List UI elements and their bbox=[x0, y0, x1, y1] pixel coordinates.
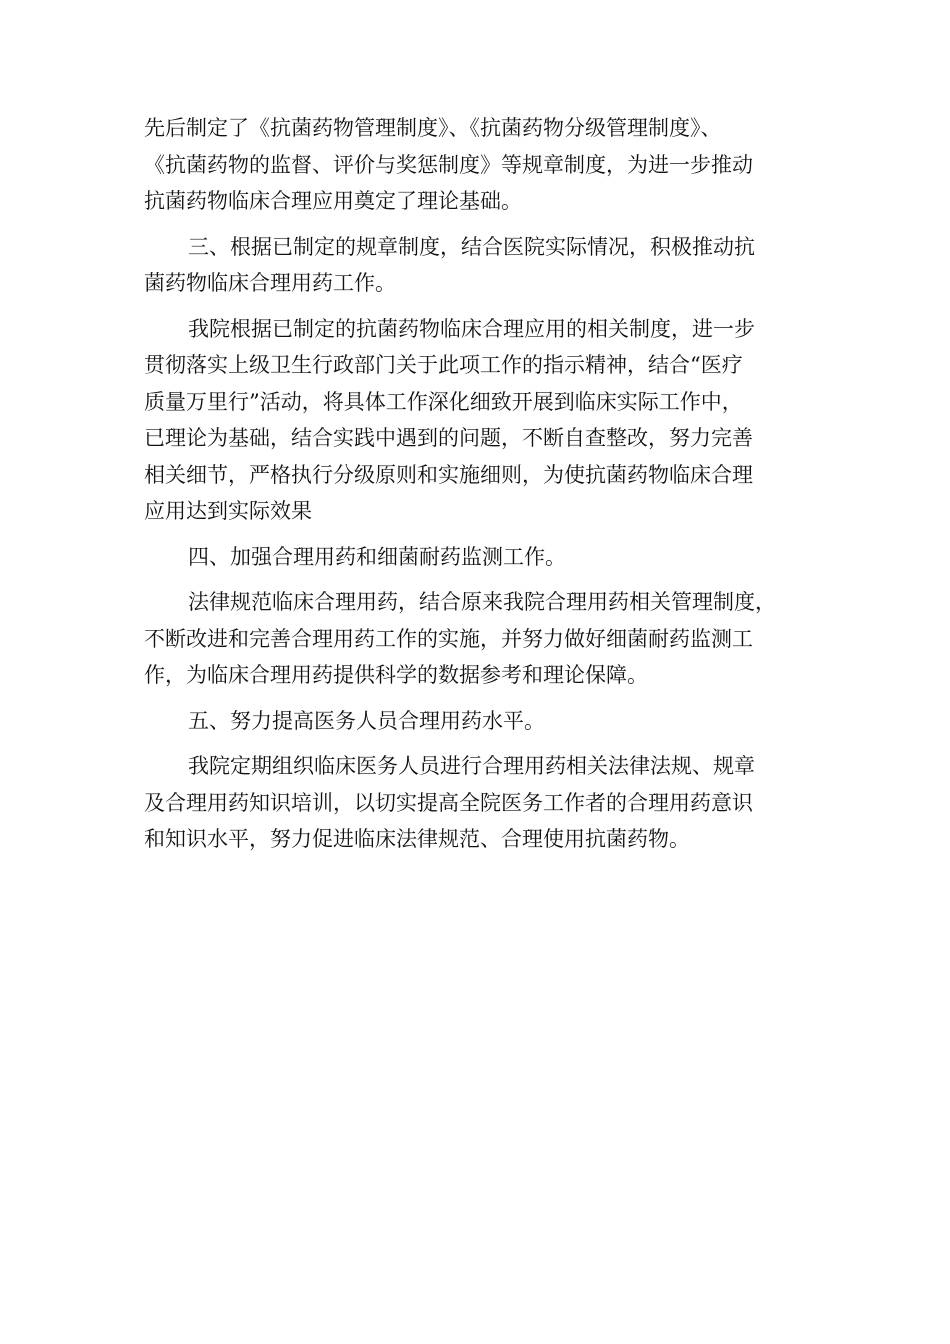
text-line: 及合理用药知识培训，以切实提高全院医务工作者的合理用药意识 bbox=[144, 790, 753, 815]
paragraph-regulations-list bbox=[144, 110, 834, 220]
text-line: 抗菌药物临床合理应用奠定了理论基础。 bbox=[144, 189, 522, 213]
text-line: 相关细节，严格执行分级原则和实施细则，为使抗菌药物临床合理 bbox=[144, 462, 753, 487]
text-line: 我院根据已制定的抗菌药物临床合理应用的相关制度，进一步 bbox=[188, 316, 755, 341]
text-line: 贯彻落实上级卫生行政部门关于此项工作的指示精神，结合“医疗 bbox=[144, 353, 743, 377]
paragraph-section-three-body bbox=[144, 311, 834, 530]
paragraph-section-four-body bbox=[144, 584, 834, 694]
section-heading-five bbox=[144, 703, 834, 740]
text-line: 法律规范临床合理用药，结合原来我院合理用药相关管理制度， bbox=[188, 590, 776, 614]
text-line: 先后制定了《抗菌药物管理制度》、《抗菌药物分级管理制度》、 bbox=[144, 116, 722, 140]
text-line: 质量万里行”活动，将具体工作深化细致开展到临床实际工作中， bbox=[144, 389, 743, 414]
text-line: 已理论为基础，结合实践中遇到的问题，不断自查整改，努力完善 bbox=[144, 426, 753, 450]
text-line: 应用达到实际效果 bbox=[144, 499, 312, 523]
text-line: 不断改进和完善合理用药工作的实施，并努力做好细菌耐药监测工 bbox=[144, 626, 753, 651]
text-line: 五、努力提高医务人员合理用药水平。 bbox=[188, 708, 545, 733]
text-line: 三、根据已制定的规章制度，结合医院实际情况，积极推动抗 bbox=[188, 234, 755, 259]
text-line: 我院定期组织临床医务人员进行合理用药相关法律法规、规章 bbox=[188, 754, 755, 778]
document-body bbox=[144, 110, 834, 858]
text-line: 和知识水平，努力促进临床法律规范、合理使用抗菌药物。 bbox=[144, 827, 690, 851]
text-line: 四、加强合理用药和细菌耐药监测工作。 bbox=[188, 544, 566, 569]
section-heading-three bbox=[144, 229, 834, 302]
text-line: 作，为临床合理用药提供科学的数据参考和理论保障。 bbox=[144, 663, 648, 687]
text-line: 《抗菌药物的监督、评价与奖惩制度》等规章制度，为进一步推动 bbox=[144, 152, 753, 177]
text-line: 菌药物临床合理用药工作。 bbox=[144, 271, 396, 295]
paragraph-section-five-body bbox=[144, 748, 834, 858]
section-heading-four bbox=[144, 539, 834, 576]
